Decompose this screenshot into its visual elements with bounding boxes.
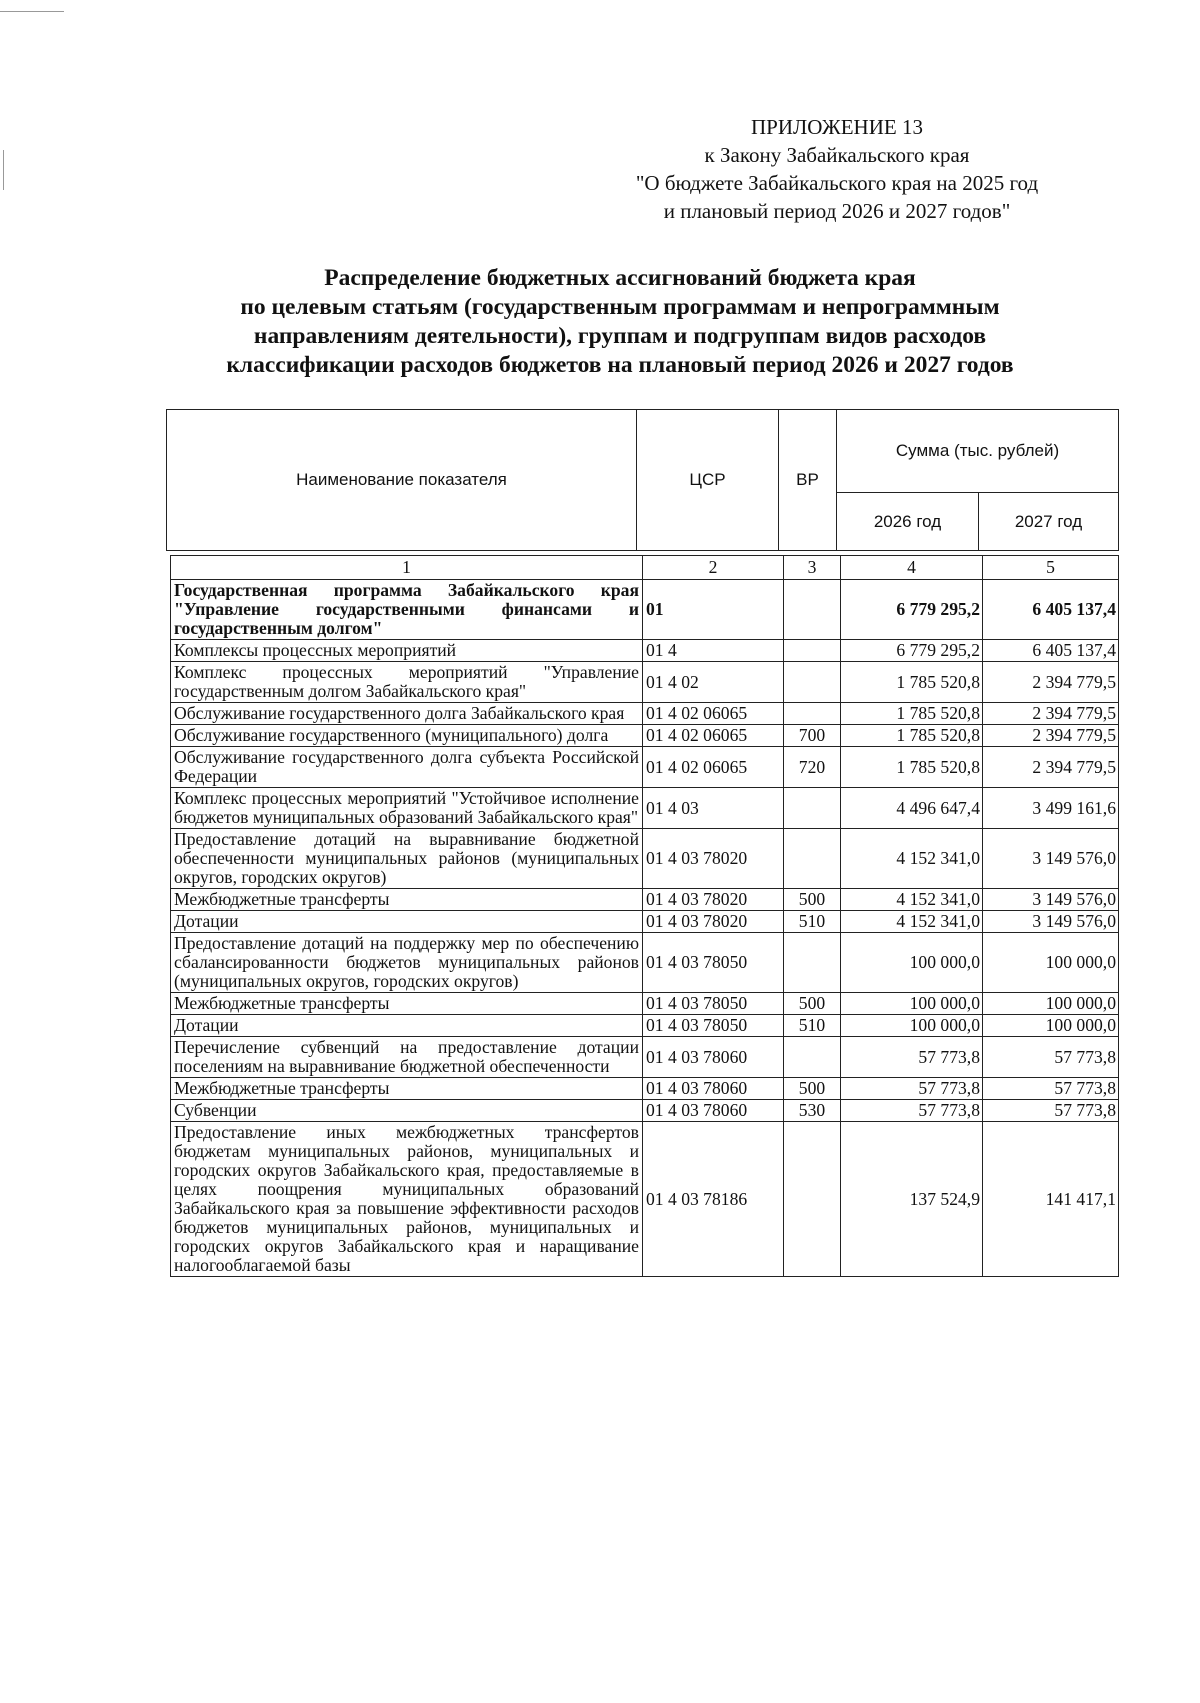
cell-y2026: 100 000,0 [841,933,983,993]
cell-y2026: 1 785 520,8 [841,747,983,788]
cell-csr: 01 4 03 78020 [643,889,784,911]
table-row [171,640,1119,662]
cell-y2026: 1 785 520,8 [841,662,983,703]
cell-csr: 01 [643,580,784,640]
cell-y2026: 57 773,8 [841,1100,983,1122]
cell-vr: 700 [784,725,841,747]
table-row [171,933,1119,993]
cell-name: Дотации [171,911,643,933]
cell-y2027: 6 405 137,4 [983,640,1119,662]
cell-name: Комплексы процессных мероприятий [171,640,643,662]
cell-csr: 01 4 03 78186 [643,1122,784,1277]
table-row [171,1037,1119,1078]
cell-y2027: 57 773,8 [983,1037,1119,1078]
cell-vr [784,580,841,640]
cell-y2026: 4 152 341,0 [841,911,983,933]
cell-csr: 01 4 03 78020 [643,829,784,889]
title-line: Распределение бюджетных ассигнований бюджета края [324,265,916,291]
cell-y2026: 6 779 295,2 [841,640,983,662]
cell-csr: 01 4 [643,640,784,662]
table-row [171,662,1119,703]
cell-vr: 500 [784,889,841,911]
cell-y2026: 4 152 341,0 [841,889,983,911]
document-title [150,264,1090,380]
header-vr: ВР [779,410,837,551]
budget-table-body [171,556,1119,1277]
annex-number: ПРИЛОЖЕНИЕ 13 [751,115,923,139]
table-header [166,409,1119,551]
cell-name: Государственная программа Забайкальского края "Управление государственными финансами и государственным долгом" [171,580,643,640]
cell-name: Предоставление дотаций на поддержку мер по обеспечению сбалансированности бюджетов муниципальных районов (муниципальных округов, городских округов) [171,933,643,993]
cell-name: Субвенции [171,1100,643,1122]
cell-csr: 01 4 02 06065 [643,703,784,725]
cell-csr: 01 4 03 78050 [643,1015,784,1037]
cell-y2027: 141 417,1 [983,1122,1119,1277]
cell-name: Комплекс процессных мероприятий "Устойчивое исполнение бюджетов муниципальных образований Забайкальского края" [171,788,643,829]
cell-name: Дотации [171,1015,643,1037]
header-name: Наименование показателя [167,410,637,551]
cell-name: Межбюджетные трансферты [171,993,643,1015]
header-sum: Сумма (тыс. рублей) [837,410,1119,493]
cell-y2027: 3 149 576,0 [983,889,1119,911]
table-row [171,993,1119,1015]
cell-y2027: 2 394 779,5 [983,662,1119,703]
cell-csr: 01 4 03 78050 [643,993,784,1015]
scan-artifact [3,150,4,190]
cell-y2027: 6 405 137,4 [983,580,1119,640]
cell-y2027: 2 394 779,5 [983,747,1119,788]
cell-y2026: 1 785 520,8 [841,703,983,725]
cell-y2026: 1 785 520,8 [841,725,983,747]
cell-vr: 510 [784,1015,841,1037]
cell-vr: 510 [784,911,841,933]
cell-vr: 720 [784,747,841,788]
table-row [171,1015,1119,1037]
cell-y2027: 57 773,8 [983,1100,1119,1122]
cell-name: Обслуживание государственного (муниципального) долга [171,725,643,747]
table-row [171,889,1119,911]
cell-y2026: 4 496 647,4 [841,788,983,829]
cell-csr: 01 4 03 78020 [643,911,784,933]
cell-name: Предоставление дотаций на выравнивание бюджетной обеспеченности муниципальных районов (муниципальных округов, городских округов) [171,829,643,889]
annex-block [577,113,1097,225]
table-row [171,829,1119,889]
table-row [171,747,1119,788]
cell-csr: 01 4 02 06065 [643,747,784,788]
title-line: классификации расходов бюджетов на плановый период 2026 и 2027 годов [226,352,1014,378]
cell-vr [784,703,841,725]
table-row [171,725,1119,747]
cell-name: Предоставление иных межбюджетных трансфертов бюджетам муниципальных районов, муниципальных и городских округов Забайкальского края, предоставляемые в целях поощрения муниципальных образований Забайкальского края за повышение эффективности расходов бюджетов муниципальных районов, муниципальных и городских округов Забайкальского края и наращивание налогооблагаемой базы [171,1122,643,1277]
cell-csr: 01 4 03 78050 [643,933,784,993]
title-line: по целевым статьям (государственным программам и непрограммным [240,294,1000,320]
cell-name: Обслуживание государственного долга субъекта Российской Федерации [171,747,643,788]
cell-y2026: 57 773,8 [841,1037,983,1078]
cell-y2027: 100 000,0 [983,1015,1119,1037]
title-line: направлениям деятельности), группам и подгруппам видов расходов [253,323,987,349]
cell-name: Межбюджетные трансферты [171,1078,643,1100]
cell-name: Перечисление субвенций на предоставление дотации поселениям на выравнивание бюджетной обеспеченности [171,1037,643,1078]
cell-vr [784,640,841,662]
cell-y2027: 2 394 779,5 [983,725,1119,747]
column-number: 1 [171,556,643,580]
table-row [171,1078,1119,1100]
cell-csr: 01 4 03 [643,788,784,829]
cell-y2026: 57 773,8 [841,1078,983,1100]
cell-vr [784,933,841,993]
column-number: 5 [983,556,1119,580]
cell-vr [784,829,841,889]
cell-vr [784,1037,841,1078]
column-number: 3 [784,556,841,580]
cell-vr [784,662,841,703]
cell-vr: 500 [784,993,841,1015]
cell-y2027: 100 000,0 [983,933,1119,993]
cell-y2026: 100 000,0 [841,1015,983,1037]
cell-y2027: 2 394 779,5 [983,703,1119,725]
cell-csr: 01 4 03 78060 [643,1100,784,1122]
cell-y2027: 3 499 161,6 [983,788,1119,829]
cell-name: Обслуживание государственного долга Забайкальского края [171,703,643,725]
annex-law-ref: к Закону Забайкальского края [704,143,970,167]
column-number: 2 [643,556,784,580]
table-row [171,788,1119,829]
cell-csr: 01 4 03 78060 [643,1078,784,1100]
header-year-2026: 2026 год [837,493,979,551]
cell-y2026: 4 152 341,0 [841,829,983,889]
cell-csr: 01 4 02 06065 [643,725,784,747]
cell-csr: 01 4 02 [643,662,784,703]
header-csr: ЦСР [637,410,779,551]
column-number: 4 [841,556,983,580]
annex-law-title: "О бюджете Забайкальского края на 2025 год [635,171,1039,195]
cell-y2027: 100 000,0 [983,993,1119,1015]
table-row [171,580,1119,640]
cell-vr [784,788,841,829]
cell-y2027: 57 773,8 [983,1078,1119,1100]
cell-y2026: 6 779 295,2 [841,580,983,640]
cell-y2026: 137 524,9 [841,1122,983,1277]
table-row [171,1100,1119,1122]
cell-name: Комплекс процессных мероприятий "Управление государственным долгом Забайкальского края" [171,662,643,703]
cell-csr: 01 4 03 78060 [643,1037,784,1078]
cell-y2026: 100 000,0 [841,993,983,1015]
cell-name: Межбюджетные трансферты [171,889,643,911]
header-year-2027: 2027 год [979,493,1119,551]
table-row [171,911,1119,933]
annex-law-period: и плановый период 2026 и 2027 годов" [663,199,1011,223]
budget-table [170,555,1119,1277]
cell-y2027: 3 149 576,0 [983,911,1119,933]
cell-y2027: 3 149 576,0 [983,829,1119,889]
table-row [171,703,1119,725]
cell-vr: 530 [784,1100,841,1122]
column-number-row [171,556,1119,580]
cell-vr: 500 [784,1078,841,1100]
cell-vr [784,1122,841,1277]
table-row [171,1122,1119,1277]
scan-artifact [0,11,64,12]
